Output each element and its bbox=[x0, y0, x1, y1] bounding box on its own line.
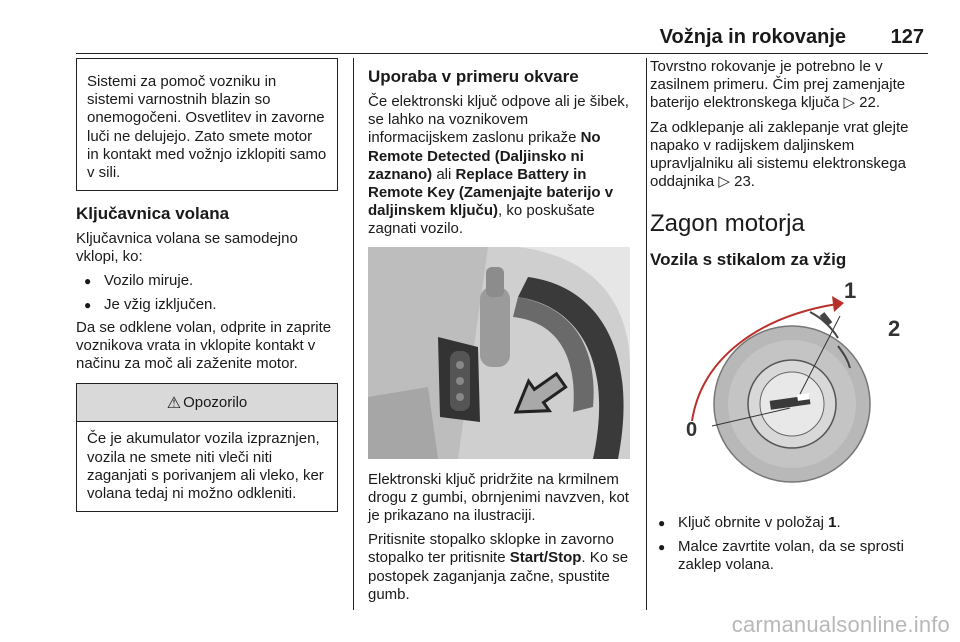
text-run: ali bbox=[432, 165, 456, 183]
key-on-steering-column-photo bbox=[368, 247, 630, 459]
position-1-label: 1 bbox=[844, 278, 857, 304]
position-2-label: 2 bbox=[888, 316, 901, 342]
start-instruction bbox=[368, 531, 632, 604]
continued-note-text: Sistemi za pomoč vozniku in sistemi varnostnih blazin so onemogočeni. Osvetlitev in zavorne luči ne delujejo. Zato smete motor in kontakt med vožnjo izklopiti samo v sili. bbox=[87, 73, 327, 182]
subheading-ignition-switch: Vozila s stikalom za vžig bbox=[650, 250, 847, 270]
text-run: . bbox=[836, 514, 841, 532]
list-item: ● Vozilo miruje. bbox=[76, 272, 338, 290]
list-item bbox=[650, 514, 930, 532]
key-position-instruction: Elektronski ključ pridržite na krmilnem drogu z gumbi, obrnjenimi navzven, kot je prikazano na ilustraciji. bbox=[368, 470, 629, 525]
warning-text: Če je akumulator vozila izpraznjen, vozila ne smete niti vleči niti zaganjati s porivanjem ali vleko, ker volana tedaj ni možno odkleniti. bbox=[87, 430, 324, 503]
page-reference-icon: ▷ bbox=[718, 173, 730, 191]
warning-header bbox=[77, 384, 337, 422]
engine-start-list bbox=[650, 514, 930, 574]
column-right bbox=[650, 58, 930, 579]
list-item: ● Je vžig izključen. bbox=[76, 296, 338, 314]
display-message: No Remote Detected (Daljinsko ni zaznano) bbox=[368, 129, 601, 183]
text-run: , ko poskušate zagnati vozilo. bbox=[368, 202, 595, 238]
section-title-steering-lock: Ključavnica volana bbox=[76, 204, 230, 223]
text-run: Če elektronski ključ odpove ali je šibek, se lahko na voznikovem informacijskem zaslonu prikaže bbox=[368, 93, 629, 147]
ignition-positions-figure bbox=[662, 276, 922, 502]
text-run: Ključ obrnite v položaj bbox=[678, 514, 829, 532]
page-reference: 22. bbox=[859, 94, 881, 112]
column-divider bbox=[353, 58, 354, 610]
steering-lock-intro: Ključavnica volana se samodejno vklopi, ko: bbox=[76, 230, 298, 266]
steering-column-illustration bbox=[368, 247, 630, 459]
steering-lock-list bbox=[76, 272, 338, 313]
warning-title: Opozorilo bbox=[183, 394, 248, 412]
position-ref: 1 bbox=[828, 514, 837, 532]
warning-box bbox=[76, 383, 338, 512]
watermark: carmanualsonline.info bbox=[731, 612, 950, 637]
display-message: Replace Battery in Remote Key (Zamenjajte baterijo v daljinskem ključu) bbox=[368, 165, 614, 220]
page-reference: 23. bbox=[734, 173, 755, 191]
text-run: . Ko se postopek zaganjanja začne, spustite gumb. bbox=[368, 549, 629, 603]
steering-lock-unlock-text: Da se odklene volan, odprite in zaprite voznikova vrata in vklopite kontakt v načinu za moč ali zaženite motor. bbox=[76, 318, 332, 373]
column-divider bbox=[646, 58, 647, 610]
heading-engine-start: Zagon motorja bbox=[650, 210, 805, 238]
start-stop-label: Start/Stop bbox=[509, 549, 582, 567]
continued-note-box bbox=[76, 58, 338, 191]
section-title-emergency: Uporaba v primeru okvare bbox=[368, 67, 579, 86]
warning-triangle-icon: ⚠ bbox=[166, 394, 182, 412]
door-unlock-note bbox=[650, 119, 930, 192]
page-reference-icon: ▷ bbox=[843, 94, 855, 112]
warning-body bbox=[77, 422, 337, 511]
page-title: Vožnja in rokovanje bbox=[659, 26, 846, 48]
text-run: Pritisnite stopalko sklopke in zavorno stopalko ter pritisnite bbox=[368, 531, 614, 567]
column-middle bbox=[368, 58, 632, 610]
text-run: Tovrstno rokovanje je potrebno le v zasilnem primeru. Čim prej zamenjajte baterijo elektronskega ključa bbox=[650, 58, 906, 112]
page-header bbox=[76, 22, 928, 54]
position-0-label: 0 bbox=[686, 419, 698, 442]
list-item: ● Malce zavrtite volan, da se sprosti zaklep volana. bbox=[650, 538, 930, 574]
page-number: 127 bbox=[890, 26, 924, 48]
battery-note bbox=[650, 58, 930, 113]
ignition-switch-diagram bbox=[662, 276, 922, 502]
emergency-paragraph bbox=[368, 93, 632, 239]
text-run: Za odklepanje ali zaklepanje vrat glejte napako v radijskem daljinskem upravljalniku ali sistemu elektronskega oddajnika bbox=[650, 118, 909, 191]
column-left bbox=[76, 58, 338, 512]
